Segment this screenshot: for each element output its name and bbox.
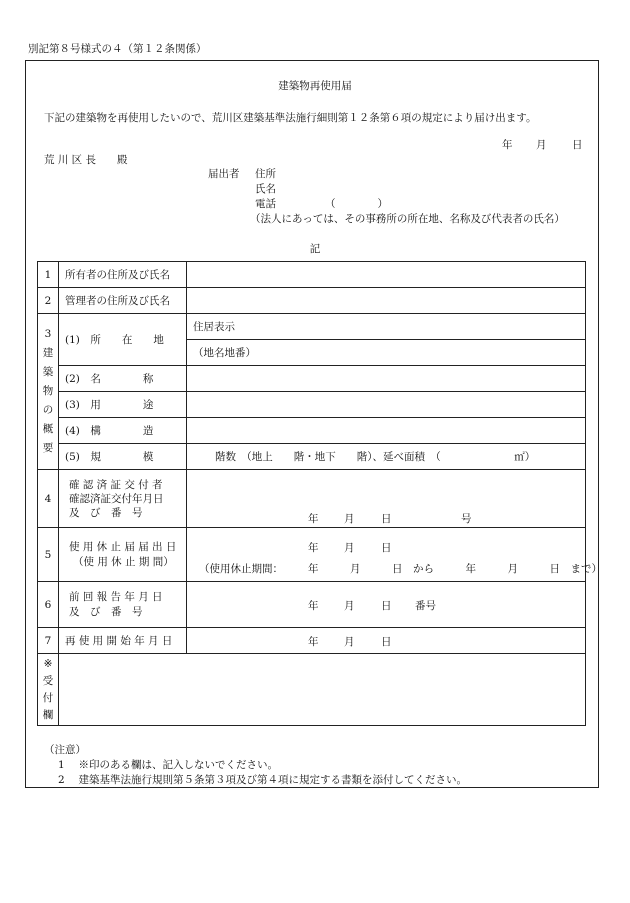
- receipt-area: [59, 654, 586, 726]
- applicant-label: 届出者: [208, 168, 240, 180]
- manager-value[interactable]: [187, 288, 586, 314]
- suspension-label: 使 用 休 止 届 届 出 日 （使 用 休 止 期 間）: [59, 528, 187, 582]
- table-row: [38, 444, 586, 470]
- building-structure-label: (4) 構 造: [59, 418, 187, 444]
- table-row: [38, 418, 586, 444]
- table-row: [38, 470, 586, 528]
- row-number: 6: [38, 582, 59, 628]
- table-row: [38, 654, 586, 726]
- row-number: 2: [38, 288, 59, 314]
- location-residence-value[interactable]: 住居表示: [187, 314, 586, 340]
- reuse-start-value[interactable]: 年 月 日: [187, 628, 586, 654]
- location-label: (1) 所 在 地: [59, 314, 187, 366]
- applicant-corp-note: （法人にあっては、その事務所の所在地、名称及び代表者の氏名）: [250, 213, 565, 225]
- applicant-name: 氏名: [255, 183, 276, 195]
- row-number: 7: [38, 628, 59, 654]
- building-scale-value[interactable]: 階数 （地上 階・地下 階）、延べ面積 （ ㎡）: [187, 444, 586, 470]
- building-name-value[interactable]: [187, 366, 586, 392]
- previous-report-label: 前 回 報 告 年 月 日 及 び 番 号: [59, 582, 187, 628]
- building-use-value[interactable]: [187, 392, 586, 418]
- reuse-start-label: 再 使 用 開 始 年 月 日: [59, 628, 187, 654]
- form-id: 別記第８号様式の４（第１２条関係）: [28, 43, 207, 55]
- intro-text: 下記の建築物を再使用したいので、荒川区建築基準法施行細則第１２条第６項の規定により届け出ます。: [44, 112, 537, 124]
- certificate-value[interactable]: 年 月 日 号: [187, 470, 586, 528]
- owner-label: 所有者の住所及び氏名: [59, 262, 187, 288]
- notes-header: （注意）: [44, 744, 86, 756]
- applicant-phone-paren: （ ）: [325, 198, 388, 210]
- date-month: 月: [536, 139, 547, 151]
- table-row: [38, 528, 586, 582]
- table-row: [38, 366, 586, 392]
- date-year: 年: [502, 139, 513, 151]
- owner-value[interactable]: [187, 262, 586, 288]
- applicant-address: 住所: [255, 168, 276, 180]
- row-number: 4: [38, 470, 59, 528]
- table-row: [38, 582, 586, 628]
- note-2: 2 建築基準法施行規則第５条第３項及び第４項に規定する書類を添付してください。: [58, 774, 468, 786]
- note-1: 1 ※印のある欄は、記入しないでください。: [58, 759, 279, 771]
- ki-heading: 記: [309, 243, 321, 255]
- row-number: 5: [38, 528, 59, 582]
- location-lot-value[interactable]: （地名地番）: [187, 340, 586, 366]
- receipt-vertical-label: ※ 受 付 欄: [38, 654, 59, 726]
- building-summary-vertical-label: 3 建 築 物 の 概 要: [38, 314, 59, 470]
- building-scale-label: (5) 規 模: [59, 444, 187, 470]
- table-row: [38, 262, 586, 288]
- building-use-label: (3) 用 途: [59, 392, 187, 418]
- details-table: [37, 261, 602, 726]
- suspension-value[interactable]: 年 月 日 （使用休止期間： 年 月 日 から 年 月 日 まで）: [187, 528, 586, 582]
- table-row: [38, 392, 586, 418]
- building-structure-value[interactable]: [187, 418, 586, 444]
- certificate-label: 確 認 済 証 交 付 者 確認済証交付年月日 及 び 番 号: [59, 470, 187, 528]
- table-row: [38, 314, 586, 340]
- date-day: 日: [572, 139, 583, 151]
- building-name-label: (2) 名 称: [59, 366, 187, 392]
- manager-label: 管理者の住所及び氏名: [59, 288, 187, 314]
- form-title: 建築物再使用届: [278, 80, 352, 92]
- applicant-phone: 電話: [255, 198, 276, 210]
- previous-report-value[interactable]: 年 月 日 番号: [187, 582, 586, 628]
- table-row: [38, 628, 586, 654]
- addressee: 荒 川 区 長 殿: [44, 154, 128, 166]
- table-row: [38, 288, 586, 314]
- row-number: 1: [38, 262, 59, 288]
